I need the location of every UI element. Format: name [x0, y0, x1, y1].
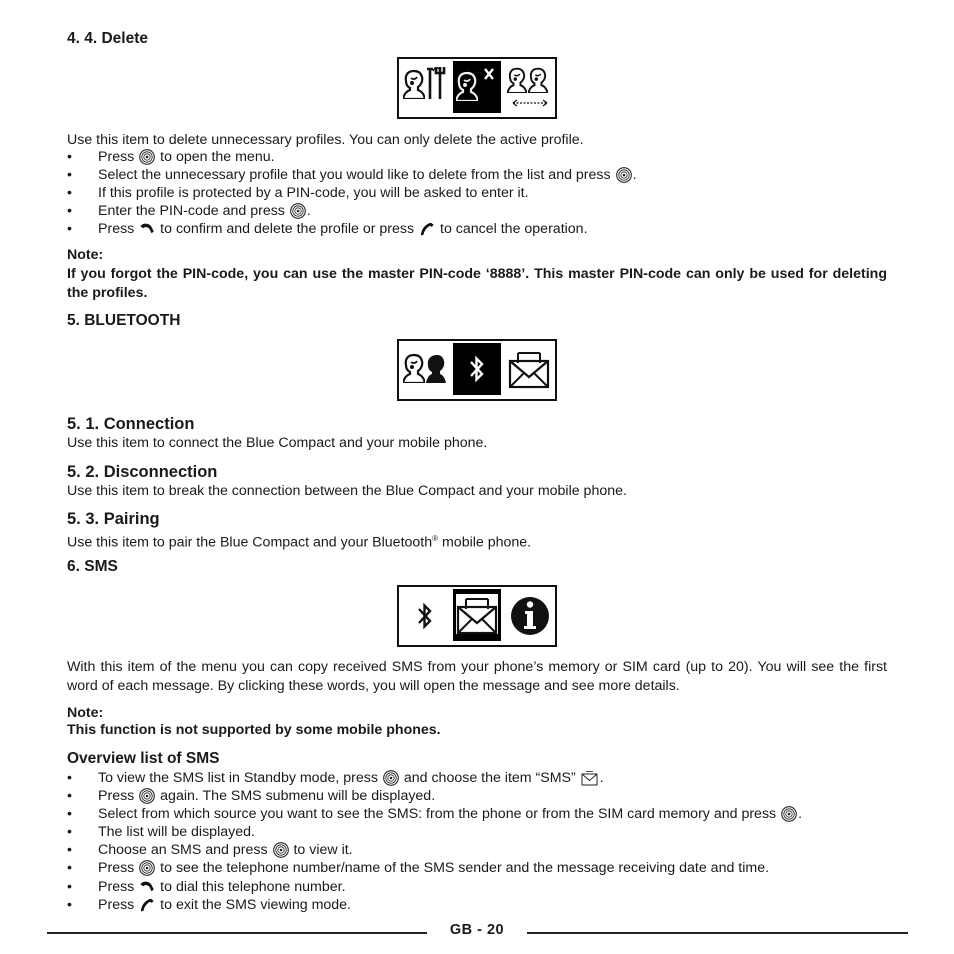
- sms-intro: With this item of the menu you can copy received SMS from your phone’s memory or SIM card (up to 20). You will see the first word of each message. By clicking these words, you will open the message and see more details.: [67, 659, 887, 694]
- overview-heading: Overview list of SMS: [67, 750, 220, 767]
- menu-button-icon: [383, 770, 399, 786]
- list-item: • The list will be displayed.: [67, 823, 802, 841]
- list-item: • Press to open the menu.: [67, 148, 637, 166]
- list-item: • If this profile is protected by a PIN-code, you will be asked to enter it.: [67, 184, 637, 202]
- profile-icon: [403, 71, 425, 99]
- menu-button-icon: [781, 806, 797, 822]
- bluetooth-icon: [453, 343, 501, 395]
- connection-heading: 5. 1. Connection: [67, 415, 195, 433]
- sms-steps-list: [67, 769, 802, 914]
- delete-menu-screen: [397, 57, 557, 119]
- sms-menu-screen: [397, 585, 557, 647]
- info-icon: [511, 597, 549, 635]
- pairing-heading: 5. 3. Pairing: [67, 510, 160, 528]
- menu-button-icon: [290, 203, 306, 219]
- delete-menu-graphic: [399, 59, 555, 117]
- switch-profiles-icon: [507, 69, 547, 106]
- bluetooth-menu-screen: [397, 339, 557, 401]
- list-item: • Select the unnecessary profile that you would like to delete from the list and press .: [67, 166, 637, 184]
- list-item: • Press to exit the SMS viewing mode.: [67, 896, 802, 914]
- tools-icon: [427, 67, 444, 99]
- menu-button-icon: [273, 842, 289, 858]
- section-heading-sms: 6. SMS: [67, 558, 118, 575]
- bluetooth-menu-graphic: [399, 341, 555, 399]
- menu-button-icon: [616, 167, 632, 183]
- hangup-icon: [419, 221, 435, 237]
- section-heading-bluetooth: 5. BLUETOOTH: [67, 312, 181, 329]
- call-icon: [139, 879, 155, 895]
- envelope-icon: [510, 353, 548, 387]
- delete-note-text: If you forgot the PIN-code, you can use the master PIN-code ‘8888’. This master PIN-code can only be used for deleting the profiles.: [67, 266, 887, 301]
- connection-text: Use this item to connect the Blue Compact and your mobile phone.: [67, 435, 488, 451]
- list-item: • Select from which source you want to see the SMS: from the phone or from the SIM card memory and press .: [67, 805, 802, 823]
- section-heading-delete: 4. 4. Delete: [67, 30, 148, 47]
- delete-profile-icon: [453, 61, 501, 113]
- page-number: GB - 20: [449, 922, 505, 938]
- list-item: • Press again. The SMS submenu will be displayed.: [67, 787, 802, 805]
- call-icon: [139, 221, 155, 237]
- envelope-icon: [581, 770, 599, 786]
- list-item: • Press to confirm and delete the profile or press to cancel the operation.: [67, 220, 637, 238]
- menu-button-icon: [139, 149, 155, 165]
- list-item: • Press to see the telephone number/name of the SMS sender and the message receiving date and time.: [67, 859, 802, 877]
- pairing-text: Use this item to pair the Blue Compact and your Bluetooth® mobile phone.: [67, 534, 532, 551]
- menu-button-icon: [139, 788, 155, 804]
- sms-menu-graphic: [399, 587, 555, 645]
- list-item: • Choose an SMS and press to view it.: [67, 841, 802, 859]
- disconnection-text: Use this item to break the connection between the Blue Compact and your mobile phone.: [67, 483, 627, 499]
- footer-rule-left: [47, 932, 427, 934]
- switch-profiles-icon: [403, 355, 446, 383]
- disconnection-heading: 5. 2. Disconnection: [67, 463, 218, 481]
- delete-steps-list: [67, 148, 637, 238]
- delete-note-label: Note:: [67, 247, 104, 263]
- footer-rule-right: [527, 932, 908, 934]
- envelope-icon: [453, 589, 501, 641]
- delete-intro: Use this item to delete unnecessary profiles. You can only delete the active profile.: [67, 132, 584, 148]
- sms-note-text: This function is not supported by some mobile phones.: [67, 722, 441, 738]
- list-item: • Press to dial this telephone number.: [67, 878, 802, 896]
- hangup-icon: [139, 897, 155, 913]
- menu-button-icon: [139, 860, 155, 876]
- list-item: • To view the SMS list in Standby mode, press and choose the item “SMS” .: [67, 769, 802, 787]
- bluetooth-icon: [419, 606, 430, 627]
- sms-note-label: Note:: [67, 705, 104, 721]
- list-item: • Enter the PIN-code and press .: [67, 202, 637, 220]
